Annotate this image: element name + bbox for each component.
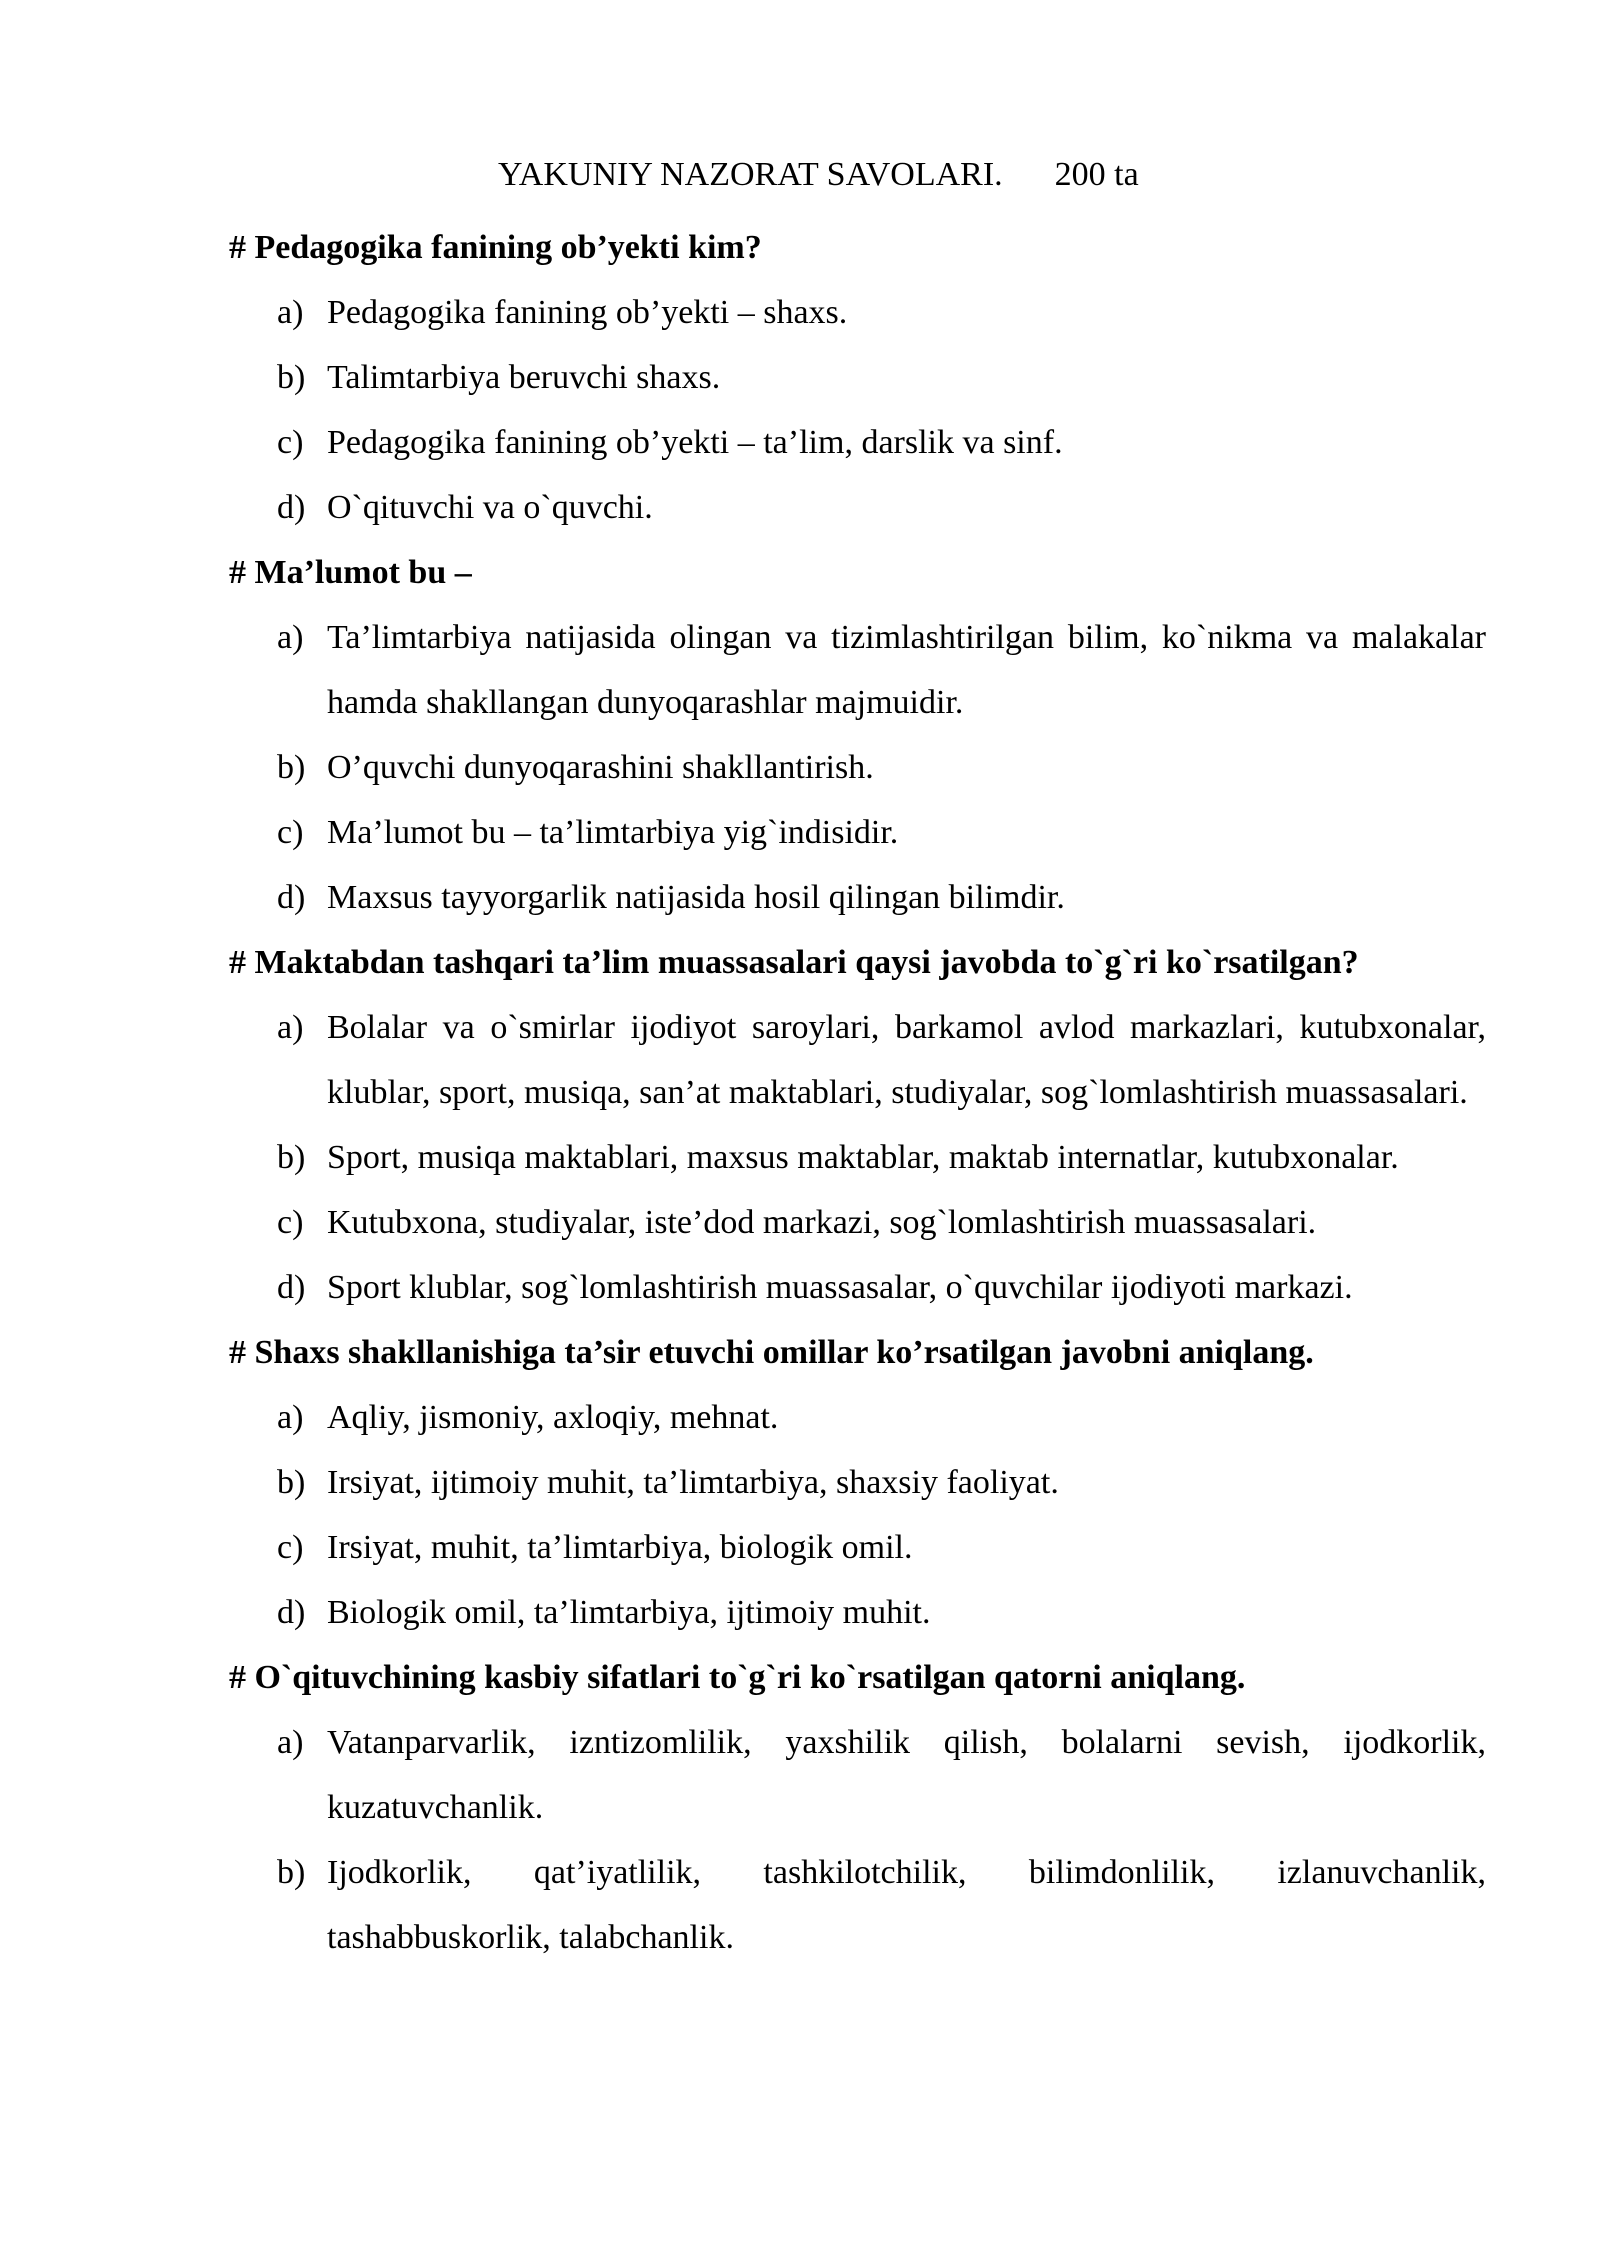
question-5 <box>229 1645 1486 1970</box>
answer-text: Bolalar va o`smirlar ijodiyot saroylari, barkamol avlod markazlari, kutubxonalar, klublar, sport, musiqa, san’at maktablari, studiyalar, sog`lomlashtirish muassasalari. <box>327 1009 1486 1111</box>
answer-text: Maxsus tayyorgarlik natijasida hosil qilingan bilimdir. <box>327 879 1065 916</box>
answer-letter: d) <box>277 1594 306 1631</box>
answer-letter: c) <box>277 1204 304 1241</box>
question-count: 200 ta <box>1054 156 1139 193</box>
answer-letter: a) <box>277 1724 304 1761</box>
answer-text: Ta’limtarbiya natijasida olingan va tizimlashtirilgan bilim, ko`nikma va malakalar hamda shakllangan dunyoqarashlar majmuidir. <box>327 619 1486 721</box>
answer-text: Talimtarbiya beruvchi shaxs. <box>327 359 721 396</box>
question-text: # Pedagogika fanining ob’yekti kim? <box>229 229 762 266</box>
answer-option-c <box>229 1190 1486 1255</box>
answer-option-a <box>229 995 1486 1125</box>
answer-text: O’quvchi dunyoqarashini shakllantirish. <box>327 749 874 786</box>
answer-letter: a) <box>277 1399 304 1436</box>
answer-text: Kutubxona, studiyalar, iste’dod markazi, sog`lomlashtirish muassasalari. <box>327 1204 1317 1241</box>
question-text: # Ma’lumot bu – <box>229 554 472 591</box>
answer-options <box>229 1385 1486 1645</box>
answer-option-a <box>229 605 1486 735</box>
answer-letter: d) <box>277 1269 306 1306</box>
answer-text: Ma’lumot bu – ta’limtarbiya yig`indisidir. <box>327 814 899 851</box>
answer-options <box>229 605 1486 930</box>
questions-list <box>229 215 1486 1970</box>
answer-letter: a) <box>277 1009 304 1046</box>
answer-text: Sport klublar, sog`lomlashtirish muassasalar, o`quvchilar ijodiyoti markazi. <box>327 1269 1353 1306</box>
answer-option-b <box>229 1450 1486 1515</box>
question-text: # Maktabdan tashqari ta’lim muassasalari qaysi javobda to`g`ri ko`rsatilgan? <box>229 944 1359 981</box>
answer-text: Pedagogika fanining ob’yekti – ta’lim, darslik va sinf. <box>327 424 1063 461</box>
answer-letter: b) <box>277 1139 306 1176</box>
answer-option-b <box>229 735 1486 800</box>
answer-text: Irsiyat, muhit, ta’limtarbiya, biologik omil. <box>327 1529 913 1566</box>
answer-letter: c) <box>277 424 304 461</box>
answer-text: O`qituvchi va o`quvchi. <box>327 489 653 526</box>
answer-option-c <box>229 1515 1486 1580</box>
answer-option-c <box>229 410 1486 475</box>
answer-letter: b) <box>277 359 306 396</box>
answer-text: Pedagogika fanining ob’yekti – shaxs. <box>327 294 848 331</box>
question-3 <box>229 930 1486 1320</box>
answer-text: Ijodkorlik, qat’iyatlilik, tashkilotchilik, bilimdonlilik, izlanuvchanlik, tashabbuskorlik, talabchanlik. <box>327 1854 1486 1956</box>
question-2 <box>229 540 1486 930</box>
answer-options <box>229 280 1486 540</box>
document-title-text: YAKUNIY NAZORAT SAVOLARI. <box>498 156 1003 193</box>
document-title <box>498 150 1139 200</box>
answer-option-d <box>229 1255 1486 1320</box>
answer-options <box>229 1710 1486 1970</box>
answer-text: Vatanparvarlik, izntizomlilik, yaxshilik qilish, bolalarni sevish, ijodkorlik, kuzatuvchanlik. <box>327 1724 1486 1826</box>
answer-letter: b) <box>277 749 306 786</box>
question-1 <box>229 215 1486 540</box>
answer-option-b <box>229 1125 1486 1190</box>
answer-option-c <box>229 800 1486 865</box>
answer-text: Irsiyat, ijtimoiy muhit, ta’limtarbiya, shaxsiy faoliyat. <box>327 1464 1059 1501</box>
answer-letter: c) <box>277 814 304 851</box>
answer-letter: d) <box>277 489 306 526</box>
answer-option-a <box>229 1710 1486 1840</box>
answer-option-b <box>229 345 1486 410</box>
answer-option-d <box>229 1580 1486 1645</box>
answer-text: Aqliy, jismoniy, axloqiy, mehnat. <box>327 1399 779 1436</box>
answer-letter: d) <box>277 879 306 916</box>
answer-option-b <box>229 1840 1486 1970</box>
answer-option-d <box>229 865 1486 930</box>
answer-letter: b) <box>277 1854 306 1891</box>
answer-option-a <box>229 280 1486 345</box>
question-text: # Shaxs shakllanishiga ta’sir etuvchi omillar ko’rsatilgan javobni aniqlang. <box>229 1334 1314 1371</box>
answer-letter: a) <box>277 619 304 656</box>
answer-letter: b) <box>277 1464 306 1501</box>
answer-text: Sport, musiqa maktablari, maxsus maktablar, maktab internatlar, kutubxonalar. <box>327 1139 1399 1176</box>
question-text: # O`qituvchining kasbiy sifatlari to`g`ri ko`rsatilgan qatorni aniqlang. <box>229 1659 1246 1696</box>
answer-text: Biologik omil, ta’limtarbiya, ijtimoiy muhit. <box>327 1594 931 1631</box>
answer-option-a <box>229 1385 1486 1450</box>
answer-letter: c) <box>277 1529 304 1566</box>
answer-letter: a) <box>277 294 304 331</box>
question-4 <box>229 1320 1486 1645</box>
answer-options <box>229 995 1486 1320</box>
answer-option-d <box>229 475 1486 540</box>
